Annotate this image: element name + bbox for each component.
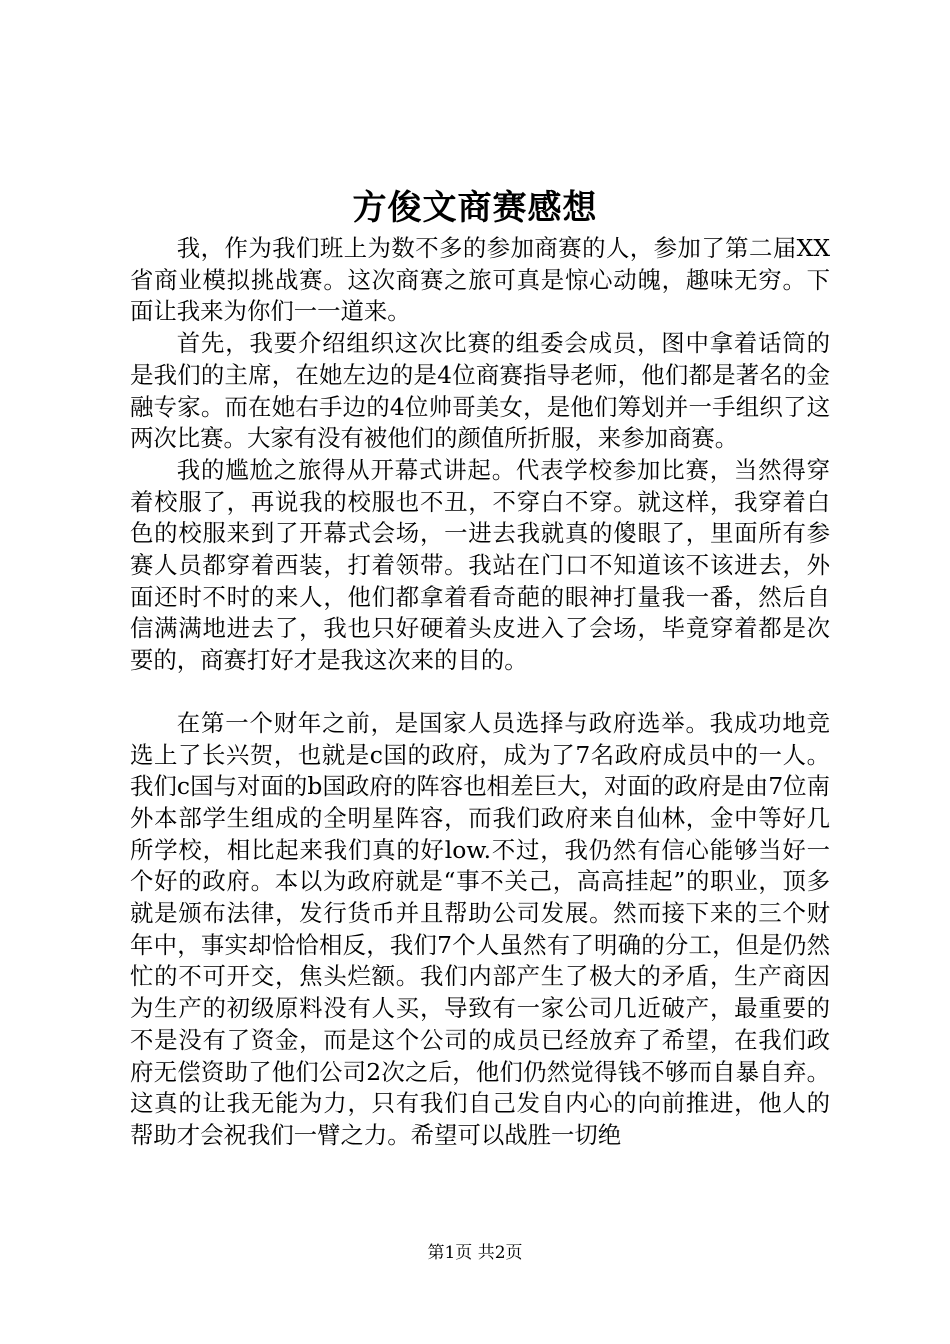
- paragraph-2: 首先，我要介绍组织这次比赛的组委会成员，图中拿着话筒的是我们的主席，在她左边的是4位商赛指导老师，他们都是著名的金融专家。而在她右手边的4位帅哥美女，是他们筹划并一手组织了这两次比赛。大家有没有被他们的颜值所折服，来参加商赛。: [130, 329, 830, 453]
- document-title: 方俊文商赛感想: [352, 188, 598, 228]
- paragraph-1: 我，作为我们班上为数不多的参加商赛的人，参加了第二届XX省商业模拟挑战赛。这次商赛之旅可真是惊心动魄，趣味无穷。下面让我来为你们一一道来。: [130, 234, 830, 326]
- paragraph-3: 我的尴尬之旅得从开幕式讲起。代表学校参加比赛，当然得穿着校服了，再说我的校服也不丑，不穿白不穿。就这样，我穿着白色的校服来到了开幕式会场，一进去我就真的傻眼了，里面所有参赛人员都穿着西装，打着领带。我站在门口不知道该不该进去，外面还时不时的来人，他们都拿着看奇葩的眼神打量我一番，然后自信满满地进去了，我也只好硬着头皮进入了会场，毕竟穿着都是次要的，商赛打好才是我这次来的目的。: [130, 455, 830, 675]
- paragraph-4: 在第一个财年之前，是国家人员选择与政府选举。我成功地竞选上了长兴贺，也就是c国的政府，成为了7名政府成员中的一人。我们c国与对面的b国政府的阵容也相差巨大，对面的政府是由7位南外本部学生组成的全明星阵容，而我们政府来自仙林，金中等好几所学校，相比起来我们真的好low.不过，我仍然有信心能够当好一个好的政府。本以为政府就是“事不关己，高高挂起”的职业，顶多就是颁布法律，发行货币并且帮助公司发展。然而接下来的三个财年中，事实却恰恰相反，我们7个人虽然有了明确的分工，但是仍然忙的不可开交，焦头烂额。我们内部产生了极大的矛盾，生产商因为生产的初级原料没有人买，导致有一家公司几近破产，最重要的不是没有了资金，而是这个公司的成员已经放弃了希望，在我们政府无偿资助了他们公司2次之后，他们仍然觉得钱不够而自暴自弃。这真的让我无能为力，只有我们自己发自内心的向前推进，他人的帮助才会祝我们一臂之力。希望可以战胜一切绝: [130, 708, 830, 1149]
- page-footer: 第1页 共2页: [427, 1243, 523, 1263]
- paragraph-spacer: [130, 677, 830, 708]
- document-body: [130, 233, 830, 1152]
